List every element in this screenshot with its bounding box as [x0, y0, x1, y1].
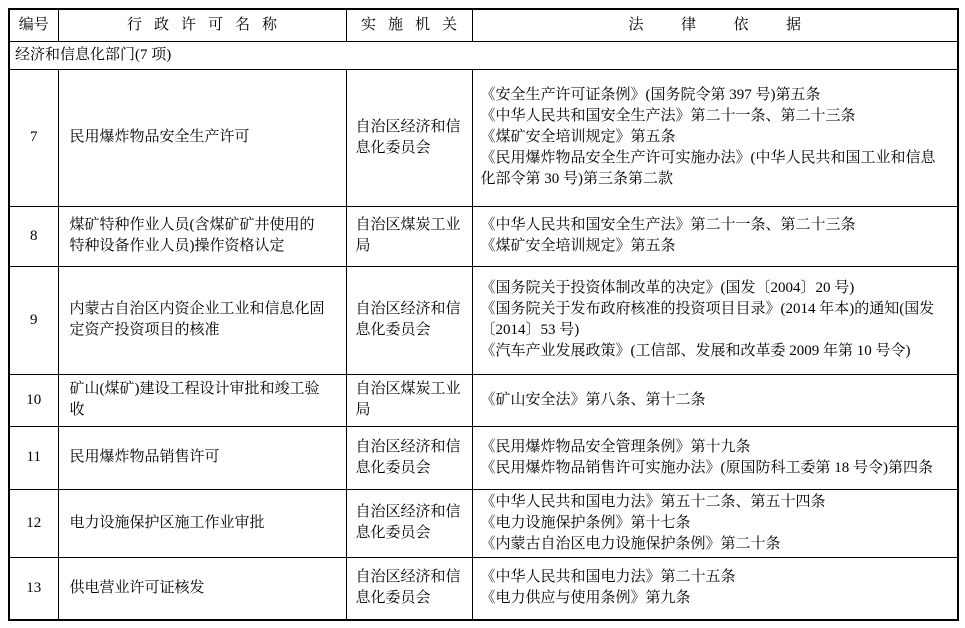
- legal-basis-cell: [472, 557, 958, 620]
- section-row: [9, 41, 958, 69]
- license-name: 供电营业许可证核发: [58, 557, 346, 620]
- table-row: [9, 557, 958, 620]
- legal-basis-line: 《民用爆炸物品安全管理条例》第十九条: [480, 438, 751, 455]
- row-number: 7: [9, 69, 58, 206]
- legal-basis-line: 《电力设施保护条例》第十七条: [480, 514, 691, 531]
- legal-basis-cell: [472, 266, 958, 374]
- license-name: 电力设施保护区施工作业审批: [58, 489, 346, 557]
- section-title: 经济和信息化部门(7 项): [9, 41, 958, 69]
- row-number: 9: [9, 266, 58, 374]
- legal-basis-line: 《国务院关于发布政府核准的投资项目目录》(2014 年本)的通知(国发〔2014〕53 号): [480, 301, 935, 338]
- table-row: [9, 374, 958, 426]
- legal-basis-cell: [472, 374, 958, 426]
- table-header-row: [9, 9, 958, 41]
- license-name: 矿山(煤矿)建设工程设计审批和竣工验收: [58, 374, 346, 426]
- legal-basis-line: 《煤矿安全培训规定》第五条: [480, 238, 676, 254]
- license-name: 煤矿特种作业人员(含煤矿矿井使用的特种设备作业人员)操作资格认定: [58, 206, 346, 266]
- row-number: 12: [9, 489, 58, 557]
- agency-name: 自治区经济和信息化委员会: [346, 266, 472, 374]
- license-name: 内蒙古自治区内资企业工业和信息化固定资产投资项目的核准: [58, 266, 346, 374]
- agency-name: 自治区经济和信息化委员会: [346, 69, 472, 206]
- license-table: [8, 8, 959, 621]
- legal-basis-line: 《煤矿安全培训规定》第五条: [480, 129, 676, 145]
- row-number: 8: [9, 206, 58, 266]
- agency-name: 自治区经济和信息化委员会: [346, 426, 472, 489]
- header-legal-basis: 法律依据: [472, 9, 958, 41]
- table-row: [9, 426, 958, 489]
- row-number: 10: [9, 374, 58, 426]
- legal-basis-line: 《民用爆炸物品销售许可实施办法》(原国防科工委第 18 号令)第四条: [480, 459, 933, 476]
- license-name: 民用爆炸物品安全生产许可: [58, 69, 346, 206]
- legal-basis-line: 《国务院关于投资体制改革的决定》(国发〔2004〕20 号): [480, 280, 855, 296]
- legal-basis-line: 《安全生产许可证条例》(国务院令第 397 号)第五条: [480, 87, 821, 103]
- license-name: 民用爆炸物品销售许可: [58, 426, 346, 489]
- legal-basis-line: 《民用爆炸物品安全生产许可实施办法》(中华人民共和国工业和信息化部令第 30 号)第三条第二款: [480, 150, 936, 187]
- header-agency: 实施机关: [346, 9, 472, 41]
- legal-basis-line: 《中华人民共和国安全生产法》第二十一条、第二十三条: [480, 108, 856, 124]
- legal-basis-line: 《中华人民共和国安全生产法》第二十一条、第二十三条: [480, 217, 856, 233]
- table-row: [9, 206, 958, 266]
- legal-basis-cell: [472, 489, 958, 557]
- header-id: 编号: [9, 9, 58, 41]
- agency-name: 自治区煤炭工业局: [346, 374, 472, 426]
- agency-name: 自治区经济和信息化委员会: [346, 557, 472, 620]
- legal-basis-line: 《内蒙古自治区电力设施保护条例》第二十条: [480, 535, 781, 552]
- row-number: 13: [9, 557, 58, 620]
- table-row: [9, 69, 958, 206]
- table-row: [9, 489, 958, 557]
- header-license-name: 行政许可名称: [58, 9, 346, 41]
- legal-basis-cell: [472, 426, 958, 489]
- table-row: [9, 266, 958, 374]
- agency-name: 自治区煤炭工业局: [346, 206, 472, 266]
- agency-name: 自治区经济和信息化委员会: [346, 489, 472, 557]
- legal-basis-line: 《汽车产业发展政策》(工信部、发展和改革委 2009 年第 10 号令): [480, 343, 911, 359]
- legal-basis-cell: [472, 206, 958, 266]
- legal-basis-line: 《中华人民共和国电力法》第二十五条: [480, 569, 736, 586]
- legal-basis-cell: [472, 69, 958, 206]
- legal-basis-line: 《中华人民共和国电力法》第五十二条、第五十四条: [480, 493, 826, 510]
- row-number: 11: [9, 426, 58, 489]
- legal-basis-line: 《矿山安全法》第八条、第十二条: [480, 391, 706, 408]
- legal-basis-line: 《电力供应与使用条例》第九条: [480, 590, 691, 607]
